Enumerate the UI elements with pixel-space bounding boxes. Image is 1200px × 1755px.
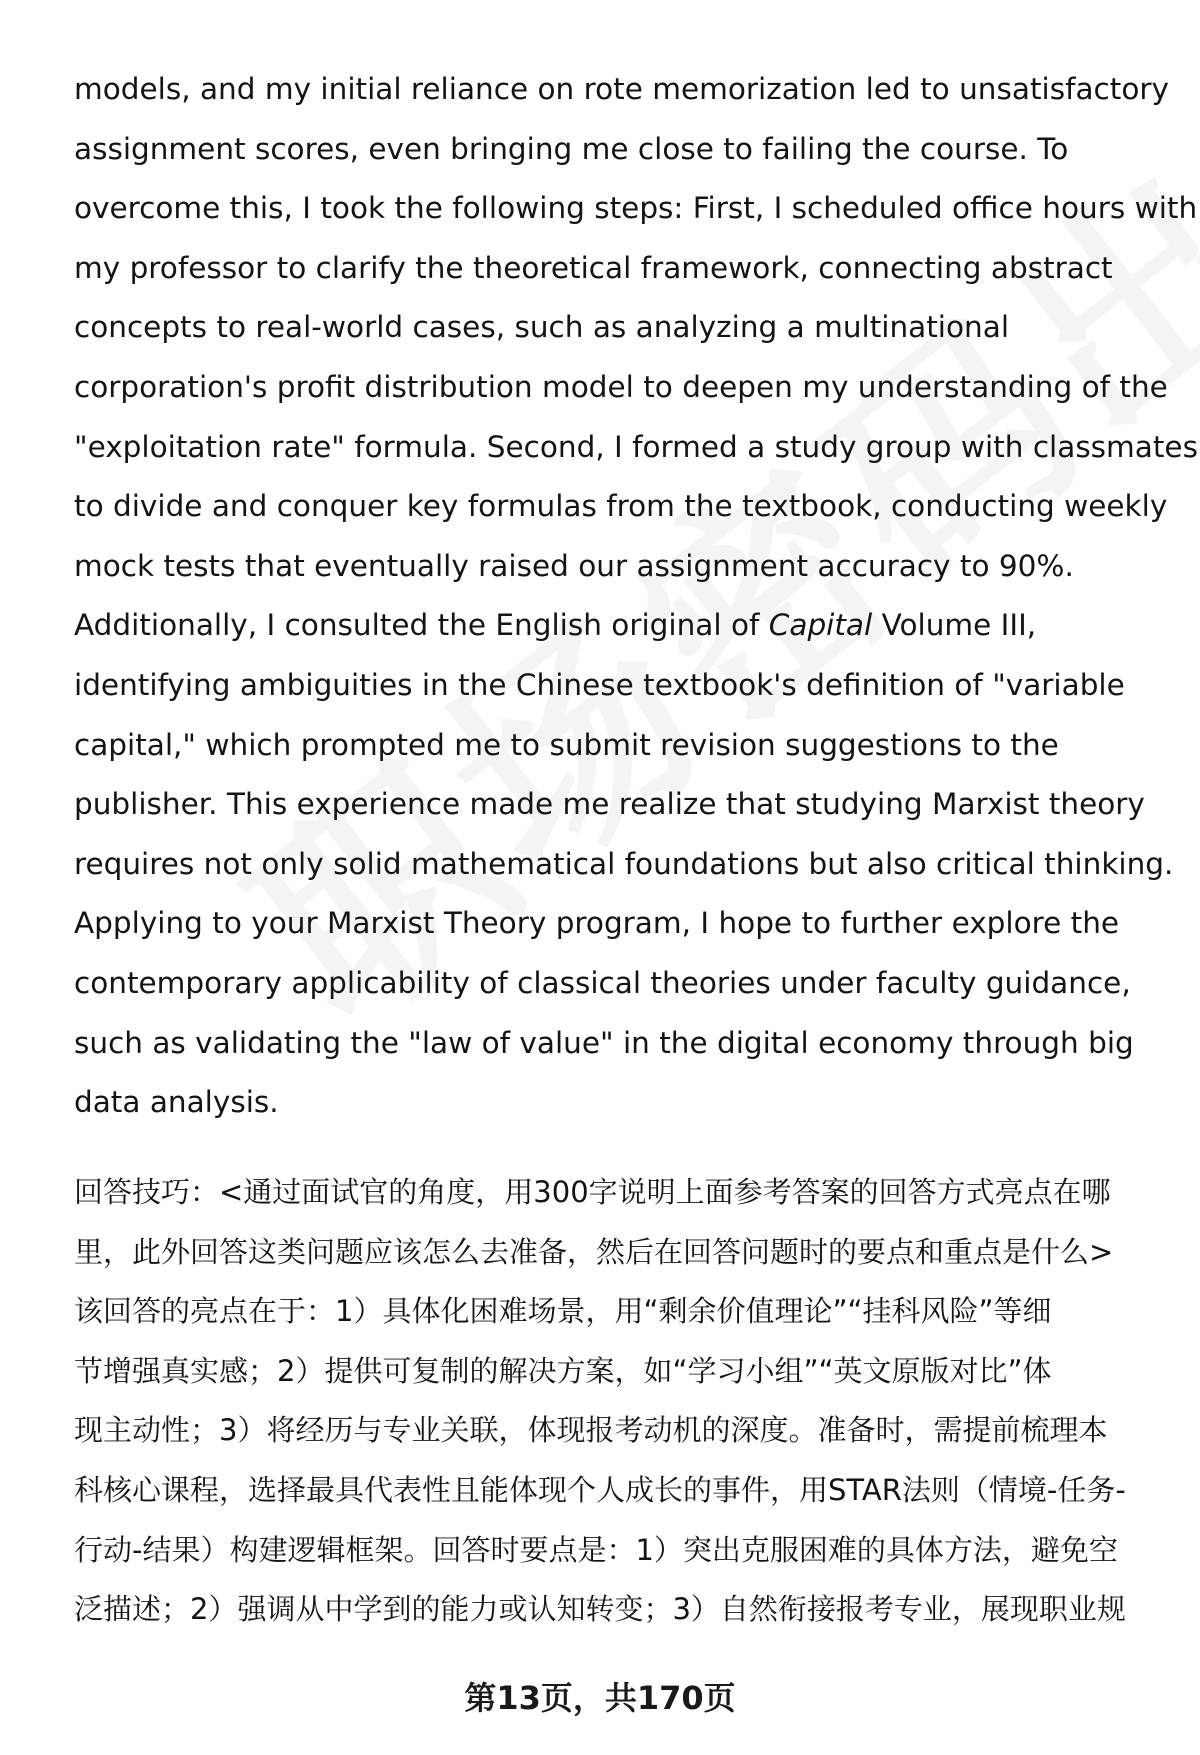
answer-line: 节增强真实感；2）提供可复制的解决方案，如“学习小组”“英文原版对比”体 <box>74 1353 1052 1388</box>
essay-line: such as validating the "law of value" in the digital economy through big <box>74 1025 1134 1060</box>
answer-line: 里，此外回答这类问题应该怎么去准备，然后在回答问题时的要点和重点是什么> <box>74 1234 1114 1269</box>
essay-line: models, and my initial reliance on rote memorization led to unsatisfactory <box>74 72 1169 106</box>
answer-line: 现主动性；3）将经历与专业关联，体现报考动机的深度。准备时，需提前梳理本 <box>74 1413 1108 1448</box>
essay-line: mock tests that eventually raised our assignment accuracy to 90%. <box>74 548 1074 583</box>
essay-text: Additionally, I consulted the English original of <box>74 608 769 643</box>
page-number-footer: 第13页，共170页 <box>464 1679 736 1717</box>
essay-line: Applying to your Marxist Theory program, I hope to further explore the <box>74 906 1120 941</box>
essay-line: overcome this, I took the following steps: First, I scheduled office hours with <box>74 191 1198 226</box>
essay-line: publisher. This experience made me realize that studying Marxist theory <box>74 787 1145 822</box>
essay-line: contemporary applicability of classical theories under faculty guidance, <box>74 965 1131 1000</box>
answer-line: 泛描述；2）强调从中学到的能力或认知转变；3）自然衔接报考专业，展现职业规 <box>74 1592 1126 1627</box>
essay-paragraph <box>74 60 1198 1133</box>
essay-line: assignment scores, even bringing me close to failing the course. To <box>74 131 1069 166</box>
essay-text: Volume III, <box>872 608 1037 643</box>
essay-line: identifying ambiguities in the Chinese textbook's definition of "variable <box>74 667 1125 702</box>
answer-line: 行动-结果）构建逻辑框架。回答时要点是：1）突出克服困难的具体方法，避免空 <box>74 1532 1118 1567</box>
essay-line: corporation's profit distribution model to deepen my understanding of the <box>74 369 1168 404</box>
essay-line: capital," which prompted me to submit revision suggestions to the <box>74 727 1059 762</box>
essay-line: concepts to real-world cases, such as analyzing a multinational <box>74 310 1010 345</box>
essay-line-with-title <box>74 596 1164 656</box>
essay-line: to divide and conquer key formulas from the textbook, conducting weekly <box>74 489 1168 524</box>
answer-tips-section <box>74 1163 1154 1640</box>
essay-line: data analysis. <box>74 1085 279 1120</box>
book-title: Capital <box>768 608 873 643</box>
answer-line: 该回答的亮点在于：1）具体化困难场景，用“剩余价值理论”“挂科风险”等细 <box>74 1294 1052 1329</box>
answer-line: 回答技巧：<通过面试官的角度，用300字说明上面参考答案的回答方式亮点在哪 <box>74 1175 1111 1209</box>
essay-line: my professor to clarify the theoretical framework, connecting abstract <box>74 250 1113 285</box>
answer-line: 科核心课程，选择最具代表性且能体现个人成长的事件，用STAR法则（情境-任务- <box>74 1472 1126 1507</box>
essay-line: requires not only solid mathematical foundations but also critical thinking. <box>74 846 1174 881</box>
essay-line: "exploitation rate" formula. Second, I formed a study group with classmates <box>74 429 1198 464</box>
